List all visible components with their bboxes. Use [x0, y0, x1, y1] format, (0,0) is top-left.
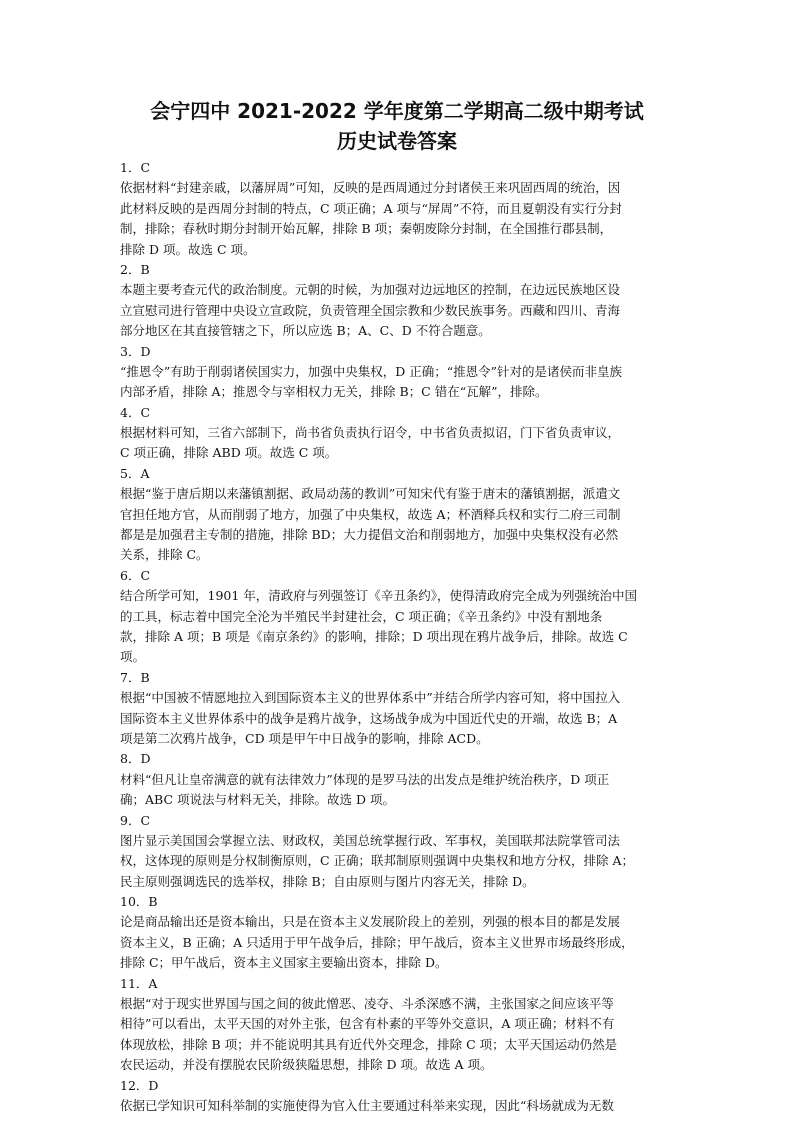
- answer-explanation-line: 部分地区在其直接管辖之下，所以应选 B；A、C、D 不符合题意。: [120, 323, 491, 339]
- answer-number: 2．B: [120, 261, 150, 277]
- answer-explanation-line: 根据“鉴于唐后期以来藩镇割据、政局动荡的教训”可知宋代有鉴于唐末的藩镇割据，派遣文: [120, 486, 621, 502]
- answer-explanation-line: 依据材料“封建亲戚，以藩屏周”可知，反映的是西周通过分封诸侯王来巩固西周的统治，因: [120, 180, 621, 196]
- answer-explanation-line: 项是第二次鸦片战争，CD 项是甲午中日战争的影响，排除 ACD。: [120, 730, 489, 746]
- answer-explanation-line: 国际资本主义世界体系中的战争是鸦片战争，这场战争成为中国近代史的开端，故选 B；A: [120, 710, 618, 726]
- answer-item: [120, 974, 686, 1076]
- answer-item: [120, 1076, 686, 1117]
- answer-item: [120, 260, 686, 342]
- answer-explanation-line: 关系，排除 C。: [120, 547, 209, 563]
- answer-explanation-line: 此材料反映的是西周分封制的特点，C 项正确；A 项与“屏周”不符，而且夏朝没有实行分封: [120, 200, 622, 216]
- answer-explanation-line: 项。: [120, 649, 146, 665]
- answer-explanation-line: 图片显示美国国会掌握立法、财政权，美国总统掌握行政、军事权，美国联邦法院掌管司法: [120, 832, 621, 848]
- answer-number: 9．C: [120, 812, 151, 828]
- answer-explanation-line: “推恩令”有助于削弱诸侯国实力，加强中央集权，D 正确；“推恩令”针对的是诸侯而非皇族: [120, 363, 623, 379]
- answer-explanation-line: 款，排除 A 项；B 项是《南京条约》的影响，排除；D 项出现在鸦片战争后，排除。故选 C: [120, 628, 628, 644]
- answer-item: [120, 342, 686, 403]
- answer-explanation-line: 根据“中国被不情愿地拉入到国际资本主义的世界体系中”并结合所学内容可知，将中国拉入: [120, 690, 621, 706]
- answers-body: [120, 158, 686, 1116]
- answer-item: [120, 892, 686, 974]
- answer-explanation-line: 制，排除；春秋时期分封制开始瓦解，排除 B 项；秦朝废除分封制，在全国推行郡县制，: [120, 221, 613, 237]
- answer-explanation-line: 都是是加强君主专制的措施，排除 BD；大力提倡文治和削弱地方，加强中央集权没有必然: [120, 527, 619, 543]
- answer-explanation-line: 根据材料可知，三省六部制下，尚书省负责执行诏令，中书省负责拟诏，门下省负责审议，: [120, 425, 621, 441]
- answer-item: [120, 749, 686, 810]
- answer-explanation-line: 根据“对于现实世界国与国之间的彼此憎恶、凌夺、斗杀深感不满，主张国家之间应该平等: [120, 996, 614, 1012]
- answer-explanation-line: 结合所学可知，1901 年，清政府与列强签订《辛丑条约》，使得清政府完全成为列强统治中国: [120, 588, 638, 604]
- answer-item: [120, 464, 686, 566]
- answer-number: 7．B: [120, 669, 150, 685]
- answer-explanation-line: 排除 C；甲午战后，资本主义国家主要输出资本，排除 D。: [120, 955, 448, 971]
- answer-item: [120, 403, 686, 464]
- answer-item: [120, 158, 686, 260]
- answer-number: 8．D: [120, 751, 151, 767]
- answer-number: 12．D: [120, 1077, 159, 1093]
- answer-number: 5．A: [120, 465, 150, 481]
- answer-explanation-line: 依据已学知识可知科举制的实施使得为官入仕主要通过科举来实现，因此“科场就成为无数: [120, 1097, 614, 1113]
- answer-explanation-line: 本题主要考查元代的政治制度。元朝的时候，为加强对边远地区的控制，在边远民族地区设: [120, 282, 621, 298]
- answer-item: [120, 668, 686, 750]
- document-title: 会宁四中 2021-2022 学年度第二学期高二级中期考试: [150, 99, 644, 123]
- answer-explanation-line: 民主原则强调选民的选举权，排除 B；自由原则与图片内容无关，排除 D。: [120, 873, 535, 889]
- answer-explanation-line: 论是商品输出还是资本输出，只是在资本主义发展阶段上的差别，列强的根本目的都是发展: [120, 914, 621, 930]
- answer-explanation-line: 官担任地方官，从而削弱了地方，加强了中央集权，故选 A；杯酒释兵权和实行二府三司制: [120, 506, 621, 522]
- answer-explanation-line: 权，这体现的原则是分权制衡原则，C 正确；联邦制原则强调中央集权和地方分权，排除 A；: [120, 853, 635, 869]
- answer-number: 4．C: [120, 404, 151, 420]
- answer-item: [120, 566, 686, 668]
- answer-explanation-line: 立宣慰司进行管理中央设立宣政院，负责管理全国宗教和少数民族事务。西藏和四川、青海: [120, 302, 621, 318]
- answer-item: [120, 811, 686, 893]
- answer-number: 1．C: [120, 160, 151, 175]
- answer-explanation-line: 的工具，标志着中国完全沦为半殖民半封建社会，C 项正确；《辛丑条约》中没有割地条: [120, 608, 603, 624]
- answer-explanation-line: 资本主义，B 正确；A 只适用于甲午战争后，排除；甲午战后，资本主义世界市场最终形成，: [120, 934, 634, 950]
- answer-explanation-line: 排除 D 项。故选 C 项。: [120, 241, 256, 257]
- answer-explanation-line: 体现放松，排除 B 项；并不能说明其具有近代外交理念，排除 C 项；太平天国运动仍然是: [120, 1036, 618, 1052]
- answer-number: 10．B: [120, 894, 158, 910]
- answer-explanation-line: 确；ABC 项说法与材料无关，排除。故选 D 项。: [120, 792, 395, 808]
- answer-explanation-line: 相待”可以看出，太平天国的对外主张，包含有朴素的平等外交意识，A 项正确；材料不有: [120, 1016, 615, 1032]
- answer-number: 11．A: [120, 975, 158, 991]
- document-subtitle: 历史试卷答案: [337, 129, 457, 153]
- answer-number: 6．C: [120, 567, 151, 583]
- answer-explanation-line: 材料“但凡让皇帝满意的就有法律效力”体现的是罗马法的出发点是维护统治秩序，D 项正: [120, 771, 610, 787]
- answer-explanation-line: 农民运动，并没有摆脱农民阶级狭隘思想，排除 D 项。故选 A 项。: [120, 1057, 493, 1073]
- answer-explanation-line: 内部矛盾，排除 A；推恩令与宰相权力无关，排除 B；C 错在“瓦解”，排除。: [120, 384, 548, 400]
- answer-explanation-line: C 项正确，排除 ABD 项。故选 C 项。: [120, 445, 338, 461]
- answer-number: 3．D: [120, 343, 151, 359]
